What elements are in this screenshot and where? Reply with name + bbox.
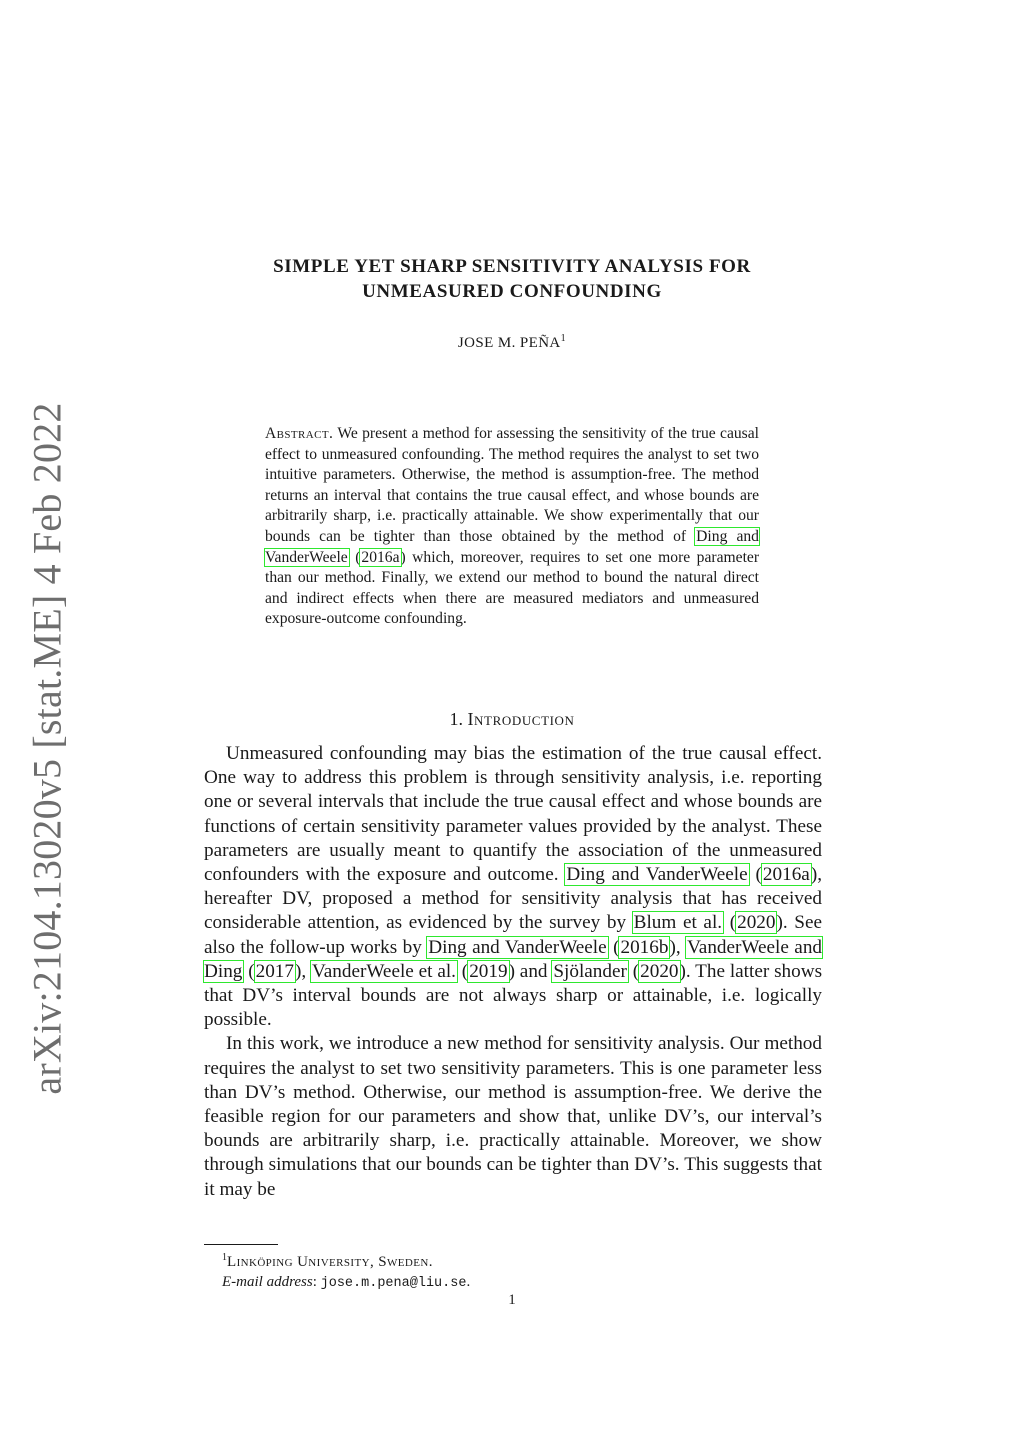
citation-link-vanderweele-et-al[interactable]: VanderWeele et al. (312, 960, 456, 982)
author-name: JOSE M. PEÑA (457, 335, 561, 351)
footnote-email-link[interactable]: jose.m.pena@liu.se (320, 1276, 467, 1291)
intro-p1-text-3: ). See also the follow-up works by (204, 912, 823, 958)
abstract-text-after: ) which, moreover, requires to set one more parameter than our method. Finally, we extend our method to bound the natural direct and indirect effects when there are measured mediators and unmeasured exposure-outcome confounding. (265, 548, 760, 628)
arxiv-identifier-stamp (18, 401, 76, 1095)
citation-year-link-2020-sjolander[interactable]: 2020 (640, 960, 679, 982)
citation-link-vanderweele-ding[interactable]: VanderWeele and Ding (204, 936, 823, 982)
footnote-email-label: E-mail address (222, 1274, 313, 1290)
intro-p1-text-4: ). The latter shows that DV’s interval bounds are not always sharp or attainable, i.e. logically possible. (204, 960, 823, 1031)
abstract (265, 424, 759, 630)
footnote-affiliation-line (222, 1248, 822, 1272)
citation-year-link-2019[interactable]: 2019 (469, 960, 508, 982)
abstract-cite-open: ( (348, 548, 361, 566)
intro-paragraph-1: Unmeasured confounding may bias the estimation of the true causal effect. One way to address this problem is through sensitivity analysis, i.e. reporting one or several intervals that include the true causal effect and whose bounds are functions of certain sensitivity parameter values provided by the analyst. These parameters are usually meant to quantify the association of the unmeasured confounders with the exposure and outcome. Ding and VanderWeele (2016a), hereafter DV, proposed a method for sensitivity analysis that has received considerable attention, as evidenced by the survey by Blum et al. (2020). See also the follow-up works by Ding and VanderWeele (2016b), VanderWeele and Ding (2017), VanderWeele et al. (2019) and Sjölander (2020). The latter shows that DV’s interval bounds are not always sharp or attainable, i.e. logically possible. (204, 743, 823, 1031)
citation-link-ding-vanderweele[interactable]: Ding and VanderWeele (265, 527, 759, 566)
citation-year-link-2020[interactable]: 2020 (737, 912, 776, 934)
author-line (205, 333, 819, 352)
footnote-divider (204, 1244, 278, 1245)
abstract-text-before: We present a method for assessing the sensitivity of the true causal effect to unmeasured confounding. The method requires the analyst to set two intuitive parameters. Otherwise, the method is assumption-free. The method returns an interval that contains the true causal effect, and whose bounds are arbitrarily sharp, i.e. practically attainable. We show experimentally that our bounds can be tighter than those obtained by the method of (265, 425, 759, 545)
intro-p1-text-1: Unmeasured confounding may bias the estimation of the true causal effect. One way to address this problem is through sensitivity analysis, i.e. reporting one or several intervals that include the true causal effect and whose bounds are functions of certain sensitivity parameter values provided by the analyst. These parameters are usually meant to quantify the association of the unmeasured confounders with the exposure and outcome. (204, 743, 822, 886)
intro-p1-text-2: ), hereafter DV, proposed a method for sensitivity analysis that has received considerable attention, as evidenced by the survey by (204, 864, 823, 934)
intro-paragraph-2: In this work, we introduce a new method for sensitivity analysis. Our method requires the analyst to set two sensitivity parameters. This is one parameter less than DV’s method. Otherwise, our method is assumption-free. We derive the feasible region for our parameters and show that, unlike DV’s, our interval’s bounds are arbitrarily sharp, i.e. practically attainable. Moreover, we show through simulations that our bounds can be tighter than DV’s. This suggests that it may be (204, 1033, 822, 1200)
footnote (222, 1248, 822, 1294)
paper-title-line-1: SIMPLE YET SHARP SENSITIVITY ANALYSIS FOR (273, 256, 751, 277)
paper-title-line-2: UNMEASURED CONFOUNDING (362, 281, 662, 302)
arxiv-identifier-text: arXiv:2104.13020v5 [stat.ME] 4 Feb 2022 (24, 401, 70, 1095)
section-title: Introduction (467, 709, 575, 729)
citation-year-link-2016a[interactable]: 2016a (361, 548, 400, 566)
abstract-label: Abstract. (265, 425, 334, 442)
footnote-affiliation: Linköping University, Sweden. (227, 1254, 433, 1270)
footnote-mark: 1 (222, 1252, 227, 1263)
introduction-body (204, 742, 822, 1202)
citation-link-ding-vanderweele-2[interactable]: Ding and VanderWeele (428, 936, 607, 958)
citation-link-blum-et-al[interactable]: Blum et al. (633, 912, 723, 934)
paper-title (205, 254, 819, 304)
citation-year-link-2017[interactable]: 2017 (255, 960, 294, 982)
citation-year-link-2016b[interactable]: 2016b (620, 936, 669, 958)
author-footnote-mark: 1 (560, 333, 567, 344)
section-heading-introduction (205, 709, 819, 730)
citation-link-ding-vanderweele[interactable]: Ding and VanderWeele (566, 864, 748, 886)
citation-link-sjolander[interactable]: Sjölander (553, 960, 627, 982)
footnote-email-line: E-mail address: jose.m.pena@liu.se. (222, 1274, 471, 1291)
citation-year-link-2016a[interactable]: 2016a (762, 864, 810, 886)
page-number: 1 (508, 1292, 516, 1308)
section-number: 1. (449, 709, 463, 729)
